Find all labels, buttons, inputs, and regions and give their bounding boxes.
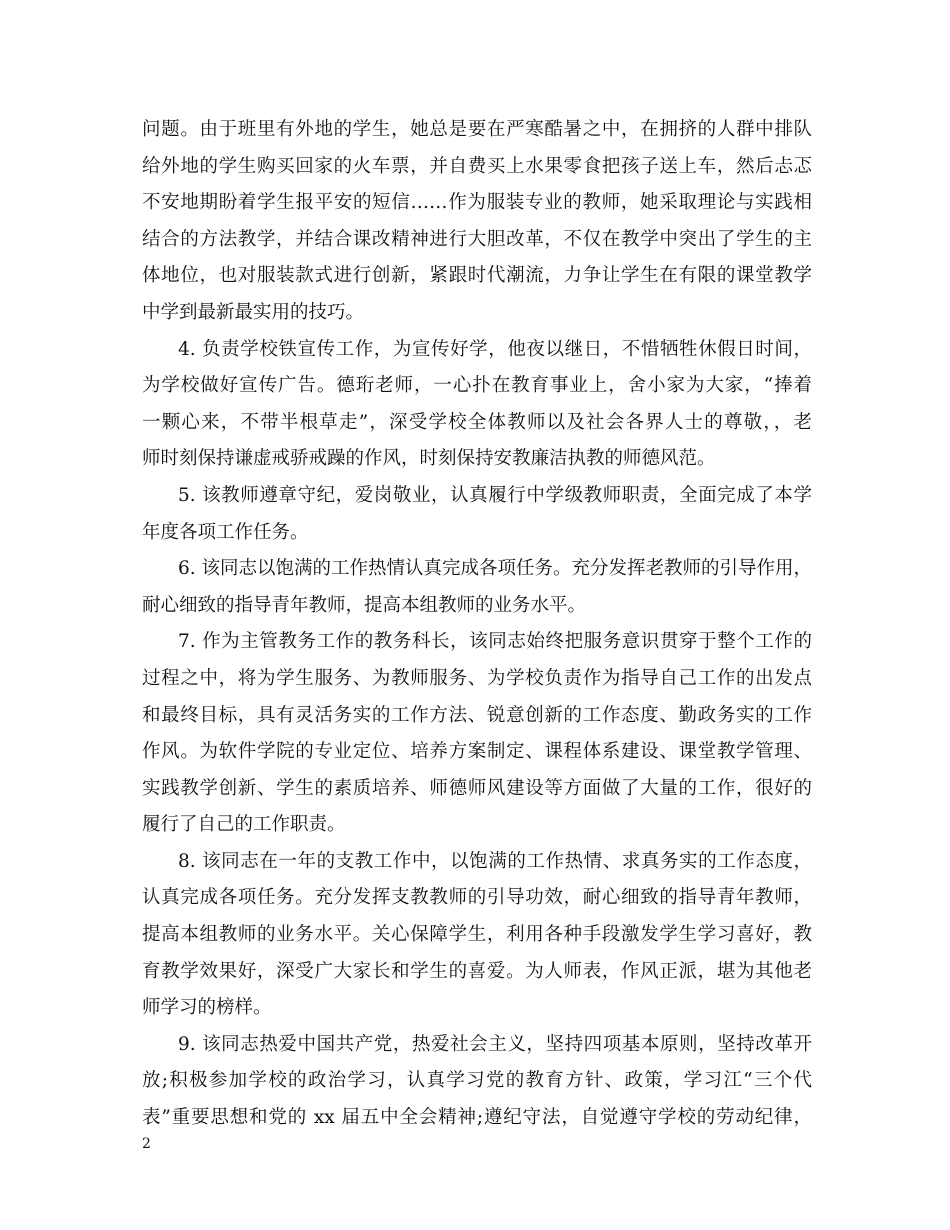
paragraph-5-first-line: 5. 该教师遵章守纪，爱岗敬业，认真履行中学级教师职责，全面完成了本学 xyxy=(178,484,812,506)
paragraph-4-first-line: 4. 负责学校铁宣传工作，为宣传好学，他夜以继日，不惜牺牲休假日时间， xyxy=(178,338,812,360)
text-line: 不安地期盼着学生报平安的短信……作为服装专业的教师，她采取理论与实践相 xyxy=(142,192,812,214)
paragraph-6-first-line: 6. 该同志以饱满的工作热情认真完成各项任务。充分发挥老教师的引导作用， xyxy=(178,558,813,580)
text-line: 耐心细致的指导青年教师，提高本组教师的业务水平。 xyxy=(142,594,587,616)
text-line: 提高本组教师的业务水平。关心保障学生，利用各种手段激发学生学习喜好，教 xyxy=(142,924,812,946)
text-line: 育教学效果好，深受广大家长和学生的喜爱。为人师表，作风正派，堪为其他老 xyxy=(142,960,812,982)
text-line: 一颗心来，不带半根草走”，深受学校全体教师以及社会各界人士的尊敬，，老 xyxy=(142,411,812,433)
text-line: 结合的方法教学，并结合课改精神进行大胆改革，不仅在教学中突出了学生的主 xyxy=(142,228,812,250)
text-line: 给外地的学生购买回家的火车票，并自费买上水果零食把孩子送上车，然后忐忑 xyxy=(142,155,812,177)
text-line: 作风。为软件学院的专业定位、培养方案制定、课程体系建设、课堂教学管理、 xyxy=(142,741,812,763)
text-line: 中学到最新最实用的技巧。 xyxy=(142,301,365,323)
text-line: 年度各项工作任务。 xyxy=(142,521,309,543)
text-line: 过程之中，将为学生服务、为教师服务、为学校负责作为指导自己工作的出发点 xyxy=(142,667,812,689)
text-line: 和最终目标，具有灵活务实的工作方法、锐意创新的工作态度、勤政务实的工作 xyxy=(142,704,812,726)
page-number: 2 xyxy=(142,1136,151,1152)
paragraph-7-first-line: 7. 作为主管教务工作的教务科长，该同志始终把服务意识贯穿于整个工作的 xyxy=(178,631,812,653)
page-body xyxy=(142,112,812,1137)
paragraph-8-first-line: 8. 该同志在一年的支教工作中，以饱满的工作热情、求真务实的工作态度， xyxy=(178,850,812,872)
paragraph-9-first-line: 9. 该同志热爱中国共产党，热爱社会主义，坚持四项基本原则，坚持改革开 xyxy=(178,1033,812,1055)
text-line: 师学习的榜样。 xyxy=(142,997,272,1019)
text-line: 放;积极参加学校的政治学习，认真学习党的教育方针、政策，学习江“三个代 xyxy=(142,1070,812,1092)
text-line: 实践教学创新、学生的素质培养、师德师风建设等方面做了大量的工作，很好的 xyxy=(142,777,812,799)
text-line: 体地位，也对服装款式进行创新，紧跟时代潮流，力争让学生在有限的课堂教学 xyxy=(142,265,812,287)
text-line: 表”重要思想和党的 xx 届五中全会精神;遵纪守法，自觉遵守学校的劳动纪律， xyxy=(142,1107,812,1129)
text-line: 师时刻保持谦虚戒骄戒躁的作风，时刻保持安教廉洁执教的师德风范。 xyxy=(142,448,716,470)
text-line: 履行了自己的工作职责。 xyxy=(142,814,346,836)
text-line: 为学校做好宣传广告。德珩老师，一心扑在教育事业上，舍小家为大家，“捧着 xyxy=(142,375,812,397)
text-line: 问题。由于班里有外地的学生，她总是要在严寒酷暑之中，在拥挤的人群中排队 xyxy=(142,119,812,140)
text-line: 认真完成各项任务。充分发挥支教教师的引导功效，耐心细致的指导青年教师， xyxy=(142,887,812,909)
